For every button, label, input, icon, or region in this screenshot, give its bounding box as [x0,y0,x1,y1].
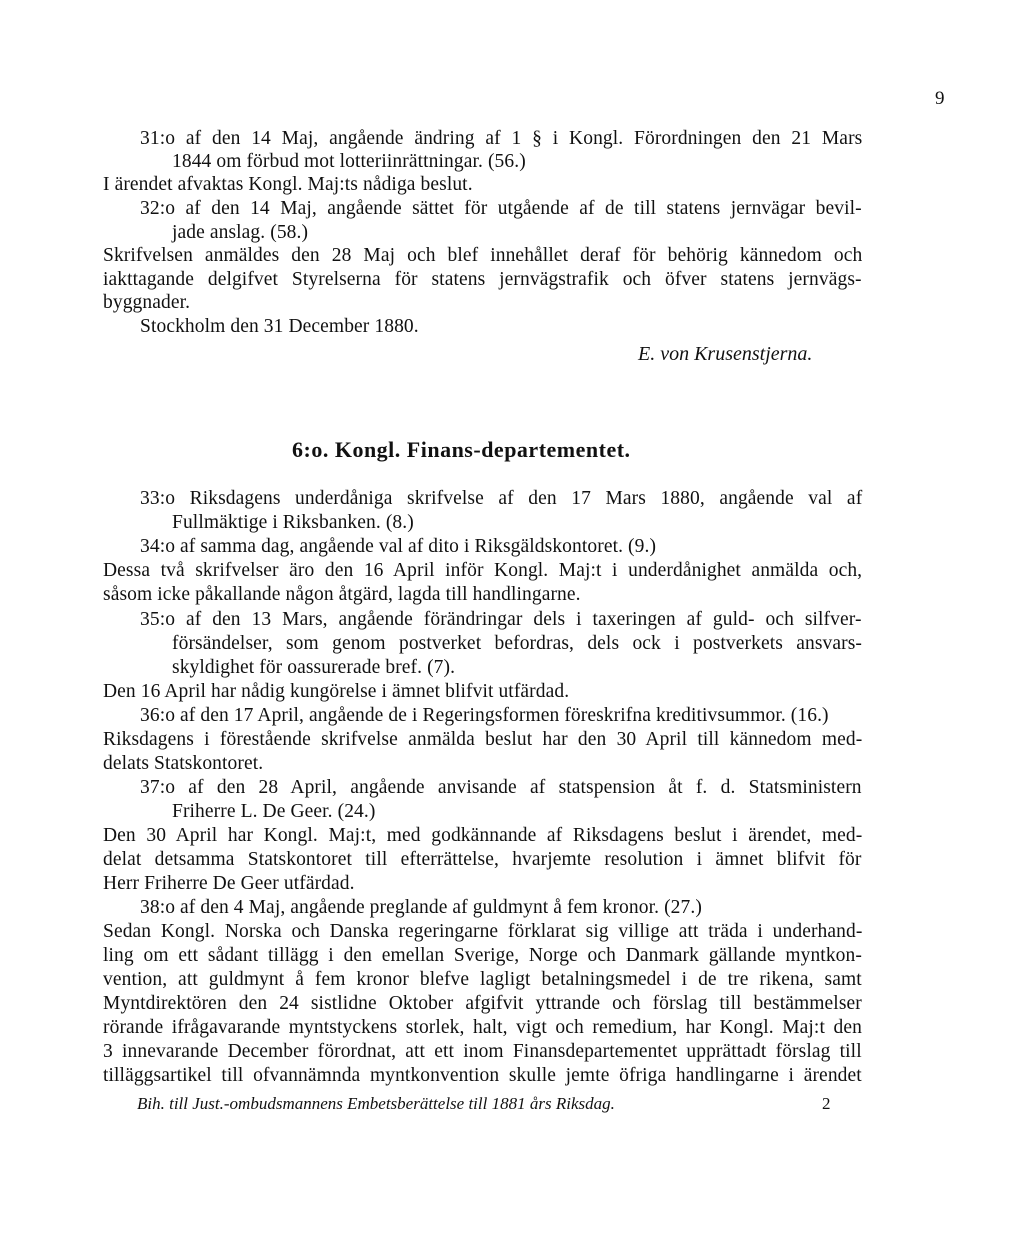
text-line: Stockholm den 31 December 1880. [140,316,419,337]
text-line: 34:o af samma dag, angående val af dito i Riksgäldskontoret. (9.) [140,536,657,557]
text-line: 1844 om förbud mot lotteriinrättningar. (56.) [172,151,526,172]
text-line: ling om ett sådant tillägg i den emellan Sverige, Norge och Danmark gällande myntkon- [103,945,862,966]
text-line: Fullmäktige i Riksbanken. (8.) [172,512,414,533]
text-line: I ärendet afvaktas Kongl. Maj:ts nådiga beslut. [103,174,473,195]
text-line: skyldighet för oassurerade bref. (7). [172,657,456,678]
text-line: försändelser, som genom postverket befordras, dels ock i postverkets ansvars- [172,633,863,654]
text-line: Skrifvelsen anmäldes den 28 Maj och blef innehållet deraf för behörig kännedom och [103,245,863,266]
text-line: Riksdagens i förestående skrifvelse anmälda beslut har den 30 April till kännedom med- [103,729,863,750]
text-line: rörande ifrågavarande myntstyckens storlek, halt, vigt och remedium, har Kongl. Maj:t den [103,1017,862,1038]
footer-signature-line: Bih. till Just.-ombudsmannens Embetsberättelse till 1881 års Riksdag. [137,1094,615,1113]
text-line: tilläggsartikel till ofvannämnda myntkonvention skulle jemte öfriga handlingarne i ärendet [103,1065,862,1086]
text-line: Dessa två skrifvelser äro den 16 April inför Kongl. Maj:t i underdånighet anmälda och, [103,560,863,581]
text-line: vention, att guldmynt å fem kronor blefve lagligt betalningsmedel i de tre rikena, samt [103,969,862,990]
text-line: 37:o af den 28 April, angående anvisande af statspension åt f. d. Statsministern [140,777,862,798]
text-line: delat detsamma Statskontoret till efterrättelse, hvarjemte resolution i ämnet blifvit för [103,849,862,870]
text-line: Myntdirektören den 24 sistlidne Oktober afgifvit yttrande och förslag till bestämmelser [103,993,862,1014]
text-line: 3 innevarande December förordnat, att ett inom Finansdepartementet upprättadt förslag till [103,1041,862,1062]
text-line: såsom icke påkallande någon åtgärd, lagda till handlingarne. [103,584,581,605]
text-line: 31:o af den 14 Maj, angående ändring af 1 § i Kongl. Förordningen den 21 Mars [140,128,863,149]
signature: E. von Krusenstjerna. [638,343,813,365]
text-line: 36:o af den 17 April, angående de i Regeringsformen föreskrifna kreditivsummor. (16.) [140,705,829,726]
text-line: 33:o Riksdagens underdåniga skrifvelse af den 17 Mars 1880, angående val af [140,488,863,509]
text-line: Sedan Kongl. Norska och Danska regeringarne förklarat sig villige att träda i underhand- [103,921,863,942]
text-line: jade anslag. (58.) [172,222,309,243]
text-line: Friherre L. De Geer. (24.) [172,801,376,822]
text-line: Den 30 April har Kongl. Maj:t, med godkännande af Riksdagens beslut i ärendet, med- [103,825,863,846]
page-number: 9 [935,88,945,109]
text-line: 35:o af den 13 Mars, angående förändringar dels i taxeringen af guld- och silfver- [140,609,862,630]
text-line: 32:o af den 14 Maj, angående sättet för utgående af de till statens jernvägar bevil- [140,198,862,219]
text-line: 38:o af den 4 Maj, angående preglande af guldmynt å fem kronor. (27.) [140,897,702,918]
text-line: byggnader. [103,292,191,313]
text-line: delats Statskontoret. [103,753,264,774]
section-heading: 6:o. Kongl. Finans-departementet. [292,437,631,462]
text-line: Den 16 April har nådig kungörelse i ämnet blifvit utfärdad. [103,681,570,702]
text-line: iakttagande delgifvet Styrelserna för statens jernvägstrafik och öfver statens jernvägs- [103,269,862,290]
text-line: Herr Friherre De Geer utfärdad. [103,873,355,894]
footer-sheet-number: 2 [822,1094,831,1113]
